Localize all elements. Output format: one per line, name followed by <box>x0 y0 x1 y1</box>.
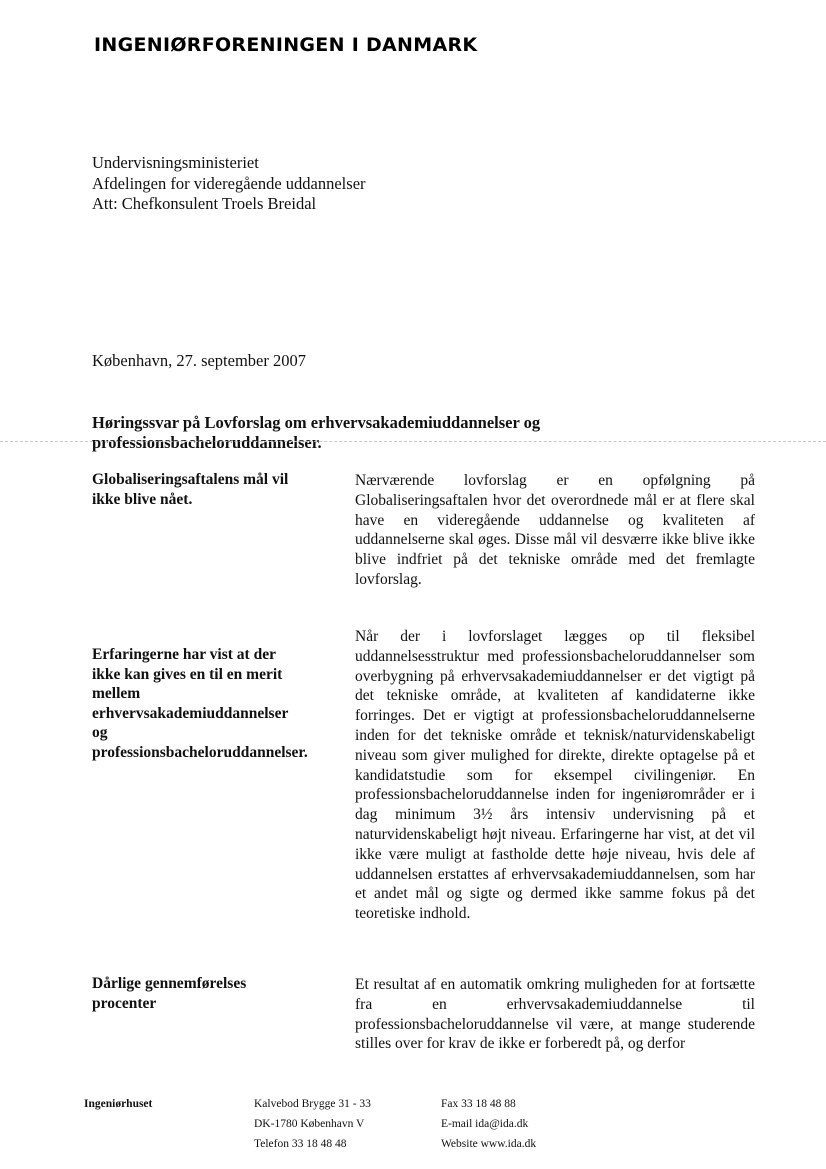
letter-subject: Høringssvar på Lovforslag om erhvervsakademiuddannelser og professionsbacheloruddannelser. <box>92 413 541 452</box>
recipient-address <box>92 153 366 215</box>
section-body: Når der i lovforslaget lægges op til fleksibel uddannelsesstruktur med professionsbacheloruddannelser som overbygning på erhvervsakademiuddannelser er det vigtigt på det tekniske område, at kvaliteten af kandidaterne ikke forringes. Det er vigtigt at professionsbacheloruddannelserne inden for det tekniske område et teknisk/naturvidenskabeligt niveau som giver mulighed for direkte, direkte optagelse på et kandidatstudie som for eksempel civilingeniør. En professionsbacheloruddannelse inden for ingeniørområder er i dag minimum 3½ års intensiv undervisning på et naturvidenskabeligt højt niveau. Erfaringerne har vist, at det vil ikke være muligt at fastholde dette høje niveau, hvis dele af uddannelsen erstattes af erhvervsakademiuddannelsen, som har et andet mål og sigte og dermed ikke samme fokus på det teoretiske indhold. <box>355 628 755 923</box>
section-body: Nærværende lovforslag er en opfølgning på Globaliseringsaftalen hvor det overordnede mål er at flere skal have en videregående uddannelse og kvaliteten af uddannelserne skal øges. Disse mål vil desværre ikke blive ikke blive indfriet på det tekniske område med det fremlagte lovforslag. <box>355 472 755 588</box>
section-heading: Erfaringerne har vist at der ikke kan gives en til en merit mellem erhvervsakademiuddannelser og professionsbacheloruddannelser. <box>92 646 308 761</box>
footer-website: Website www.ida.dk <box>441 1138 537 1150</box>
section-heading: Dårlige gennemførelses procenter <box>92 975 247 1012</box>
footer-address <box>254 1094 371 1154</box>
scan-line-divider <box>0 441 826 442</box>
footer-fax: Fax 33 18 48 88 <box>441 1098 516 1110</box>
letter-date: København, 27. september 2007 <box>92 351 306 370</box>
footer-address-line: Kalvebod Brygge 31 - 33 <box>254 1098 371 1110</box>
section-heading: Globaliseringsaftalens mål vil ikke blive nået. <box>92 471 289 508</box>
recipient-line: Att: Chefkonsulent Troels Breidal <box>92 194 317 213</box>
letterhead: INGENIØRFORENINGEN I DANMARK <box>94 34 478 56</box>
recipient-line: Undervisningsministeriet <box>92 153 259 172</box>
footer-address-line: DK-1780 København V <box>254 1118 365 1130</box>
footer-phone: Telefon 33 18 48 48 <box>254 1138 347 1150</box>
footer-email: E-mail ida@ida.dk <box>441 1118 529 1130</box>
footer-organization <box>84 1094 152 1114</box>
section-body: Et resultat af en automatik omkring muligheden for at fortsætte fra en erhvervsakademiuddannelse til professionsbacheloruddannelse vil være, at mange studerende stilles over for krav de ikke er forberedt på, og derfor <box>355 976 755 1053</box>
footer-contact <box>441 1094 536 1154</box>
recipient-line: Afdelingen for videregående uddannelser <box>92 173 366 193</box>
footer-org-name: Ingeniørhuset <box>84 1098 153 1110</box>
